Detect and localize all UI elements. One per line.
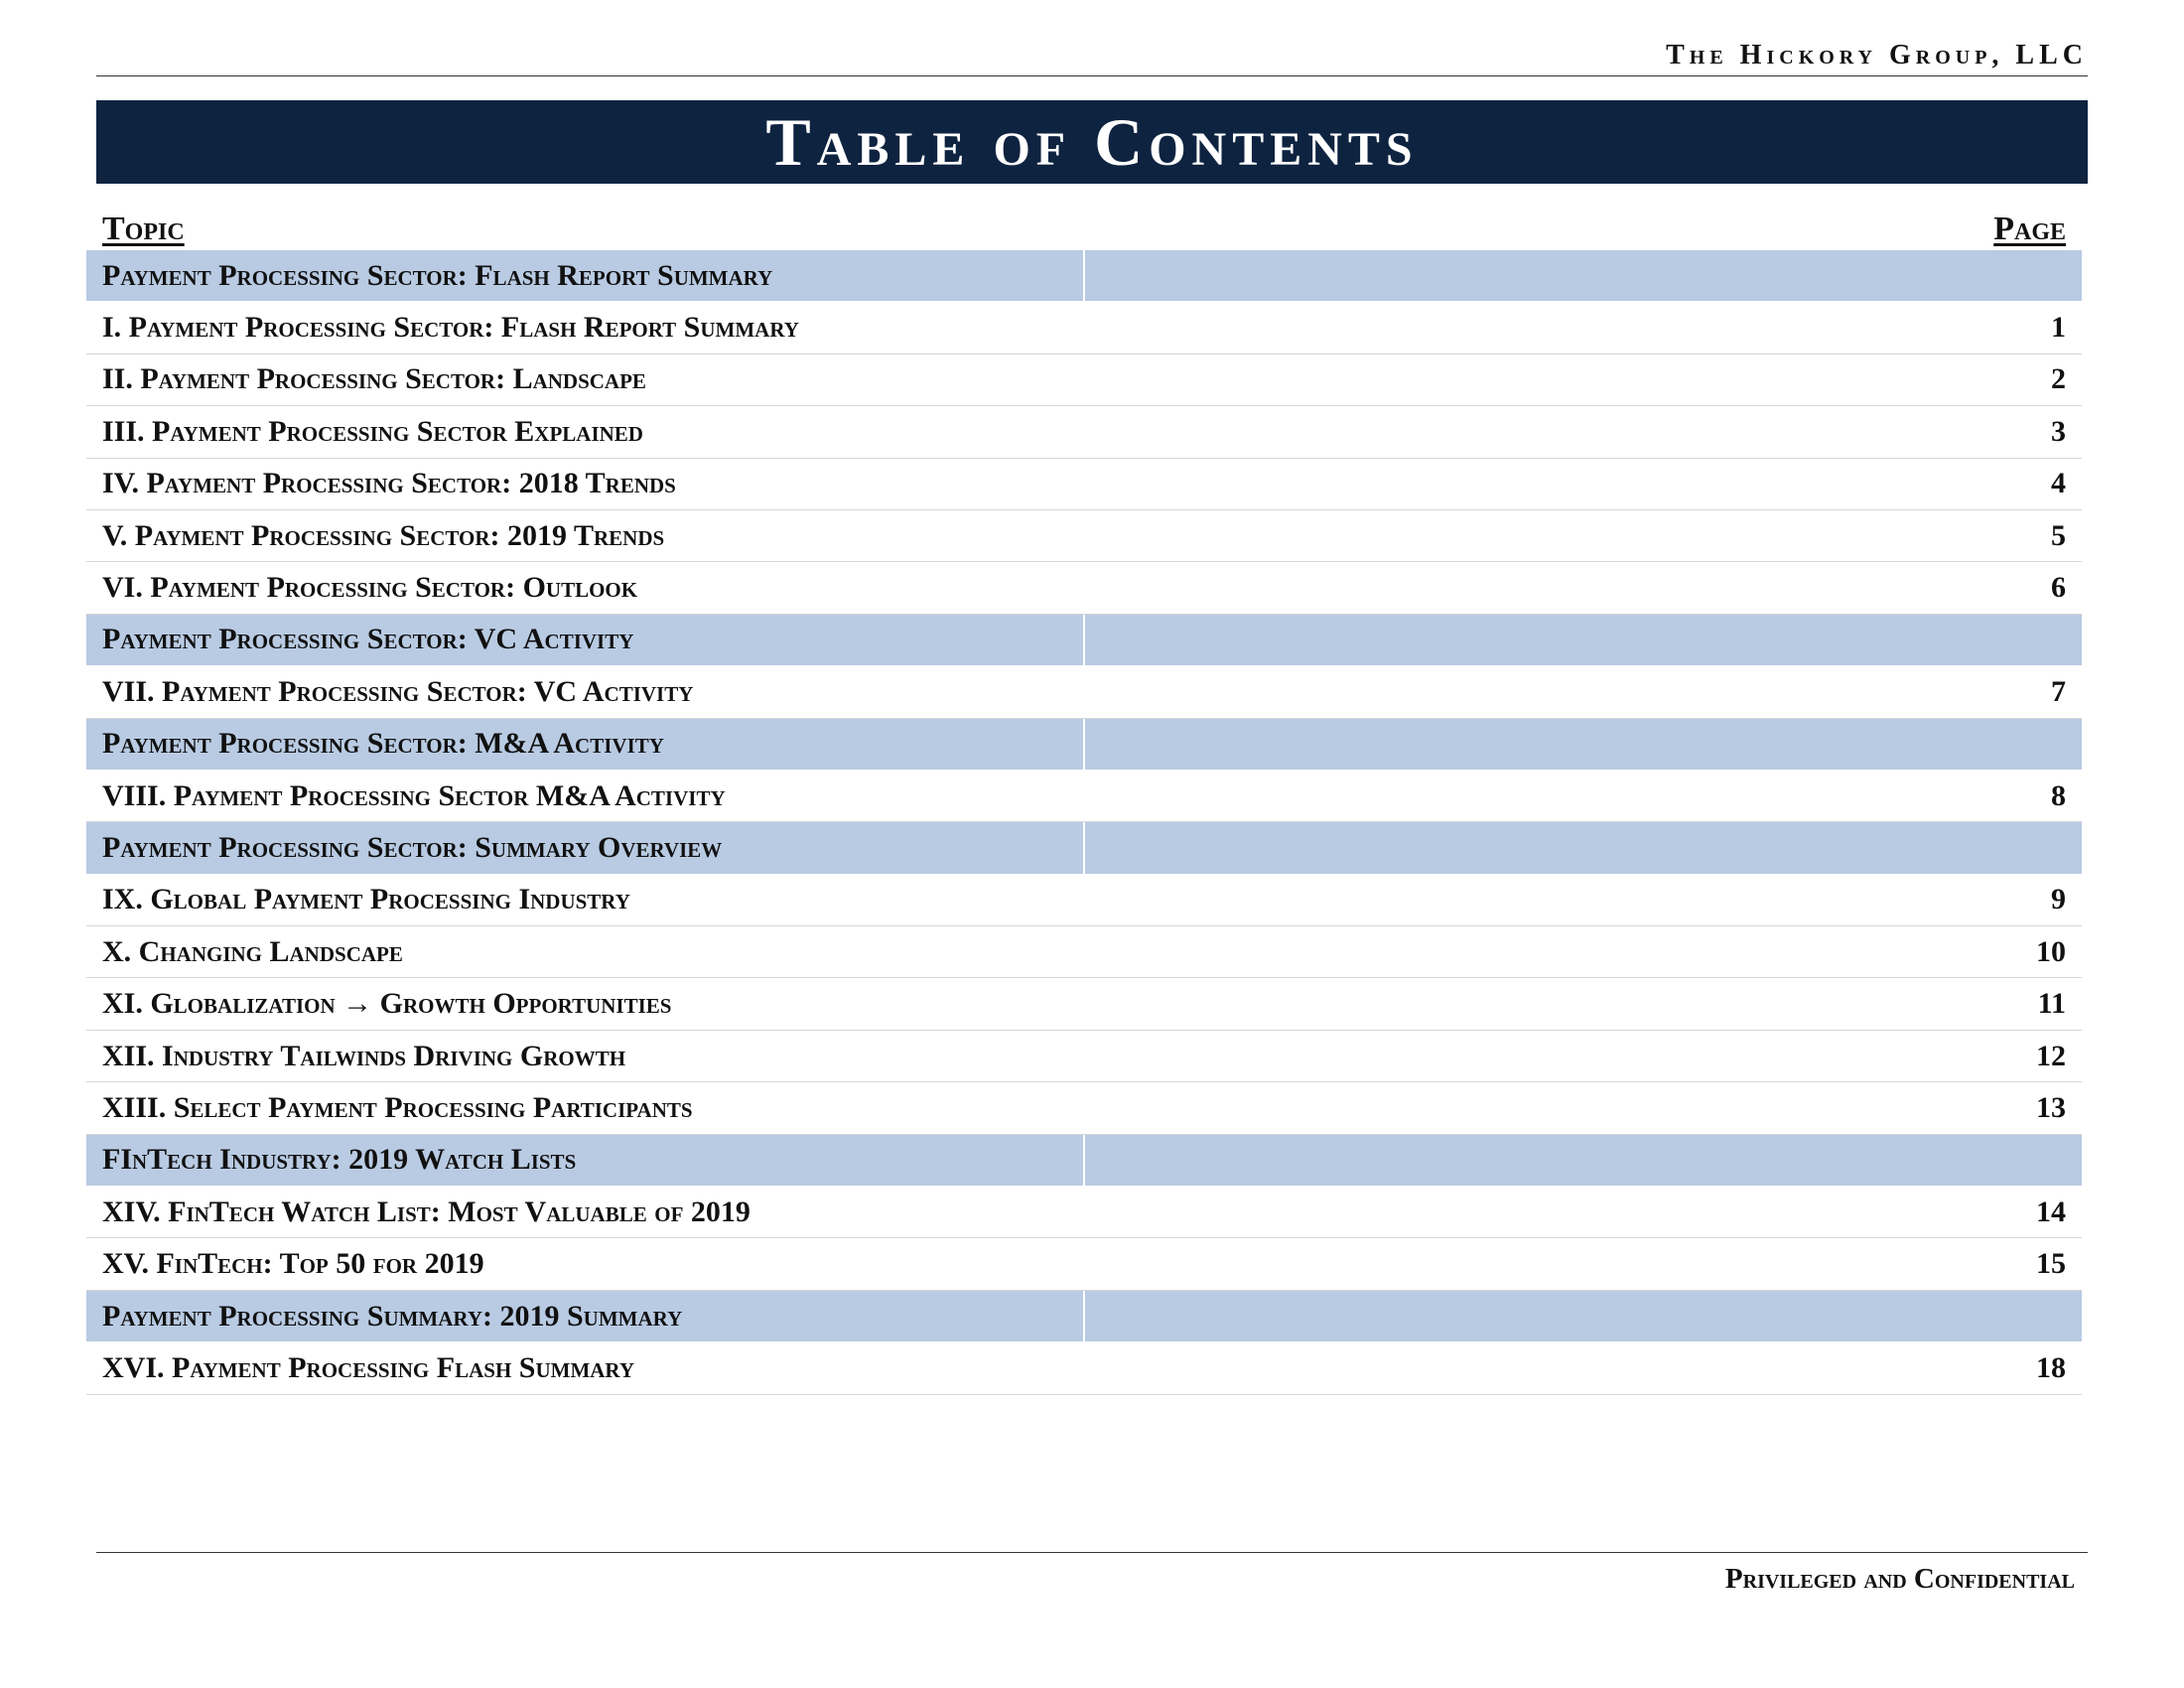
- toc-page-number: 5: [2051, 518, 2066, 552]
- toc-entry-row[interactable]: [86, 875, 2082, 926]
- table-of-contents: [86, 201, 2082, 1395]
- toc-section-row: [86, 250, 2082, 302]
- toc-entry-row[interactable]: [86, 510, 2082, 562]
- page-column-header: Page: [1993, 211, 2066, 247]
- toc-entry-label: VI. Payment Processing Sector: Outlook: [102, 571, 638, 605]
- toc-entry-label: VIII. Payment Processing Sector M&A Activity: [102, 778, 726, 812]
- toc-page-number: 8: [2051, 778, 2066, 812]
- toc-entry-row[interactable]: [86, 1238, 2082, 1290]
- toc-entry-row[interactable]: [86, 926, 2082, 978]
- toc-section-label: Payment Processing Sector: Flash Report Summary: [102, 258, 773, 292]
- confidentiality-notice: Privileged and Confidential: [1724, 1563, 2075, 1595]
- toc-section-row: [86, 719, 2082, 771]
- toc-page-number: 2: [2051, 362, 2066, 396]
- toc-entry-row[interactable]: [86, 562, 2082, 614]
- toc-section-label: Payment Processing Sector: Summary Overview: [102, 830, 723, 864]
- toc-page-number: 9: [2051, 883, 2066, 916]
- toc-entry-label: III. Payment Processing Sector Explained: [102, 414, 643, 448]
- toc-page-number: 11: [2037, 987, 2066, 1021]
- toc-entry-label: X. Changing Landscape: [102, 934, 403, 968]
- toc-header-row: [86, 201, 2082, 248]
- toc-entry-row[interactable]: [86, 771, 2082, 822]
- toc-page-number: 4: [2051, 467, 2066, 500]
- toc-entry-row[interactable]: [86, 978, 2082, 1030]
- toc-entry-row[interactable]: [86, 354, 2082, 406]
- toc-page-number: 14: [2036, 1195, 2066, 1228]
- company-name: The Hickory Group, LLC: [1666, 40, 2088, 70]
- toc-entry-label: VII. Payment Processing Sector: VC Activity: [102, 674, 694, 708]
- toc-entry-label: I. Payment Processing Sector: Flash Report Summary: [102, 311, 799, 345]
- toc-entry-row[interactable]: [86, 1082, 2082, 1134]
- toc-section-label: Payment Processing Summary: 2019 Summary: [102, 1299, 683, 1333]
- toc-entry-label: XI. Globalization → Growth Opportunities: [102, 987, 672, 1021]
- toc-entry-row[interactable]: [86, 302, 2082, 353]
- toc-page-number: 1: [2051, 311, 2066, 345]
- toc-section-row: [86, 615, 2082, 666]
- toc-entry-row[interactable]: [86, 406, 2082, 458]
- toc-page-number: 6: [2051, 571, 2066, 605]
- toc-section-row: [86, 822, 2082, 874]
- toc-entry-label: II. Payment Processing Sector: Landscape: [102, 362, 646, 396]
- toc-section-label: Payment Processing Sector: M&A Activity: [102, 727, 664, 761]
- toc-entry-row[interactable]: [86, 1031, 2082, 1082]
- toc-section-row: [86, 1135, 2082, 1187]
- toc-page-number: 13: [2036, 1090, 2066, 1124]
- toc-section-label: Payment Processing Sector: VC Activity: [102, 623, 634, 656]
- toc-page-number: 12: [2036, 1039, 2066, 1072]
- toc-entry-label: IV. Payment Processing Sector: 2018 Trends: [102, 467, 676, 500]
- toc-entry-label: XII. Industry Tailwinds Driving Growth: [102, 1039, 626, 1072]
- toc-page-number: 7: [2051, 674, 2066, 708]
- header-divider: [96, 75, 2088, 76]
- toc-entry-row[interactable]: [86, 1342, 2082, 1394]
- toc-page-number: 18: [2036, 1350, 2066, 1384]
- toc-entry-label: XIV. FinTech Watch List: Most Valuable of 2019: [102, 1195, 751, 1228]
- toc-entry-label: XIII. Select Payment Processing Participants: [102, 1090, 693, 1124]
- toc-entry-label: XV. FinTech: Top 50 for 2019: [102, 1247, 484, 1281]
- toc-entry-label: IX. Global Payment Processing Industry: [102, 883, 630, 916]
- toc-section-label: FInTech Industry: 2019 Watch Lists: [102, 1143, 577, 1177]
- toc-entry-row[interactable]: [86, 1187, 2082, 1238]
- toc-rows: [86, 250, 2082, 1395]
- topic-column-header: Topic: [102, 211, 185, 247]
- page-title: Table of Contents: [765, 103, 1419, 180]
- toc-entry-row[interactable]: [86, 666, 2082, 718]
- toc-page-number: 15: [2036, 1247, 2066, 1281]
- toc-entry-row[interactable]: [86, 459, 2082, 510]
- toc-entry-label: XVI. Payment Processing Flash Summary: [102, 1350, 635, 1384]
- toc-entry-label: V. Payment Processing Sector: 2019 Trends: [102, 518, 665, 552]
- toc-page-number: 3: [2051, 414, 2066, 448]
- toc-section-row: [86, 1291, 2082, 1342]
- toc-page-number: 10: [2036, 934, 2066, 968]
- footer-divider: [96, 1552, 2088, 1553]
- title-banner: [96, 100, 2088, 184]
